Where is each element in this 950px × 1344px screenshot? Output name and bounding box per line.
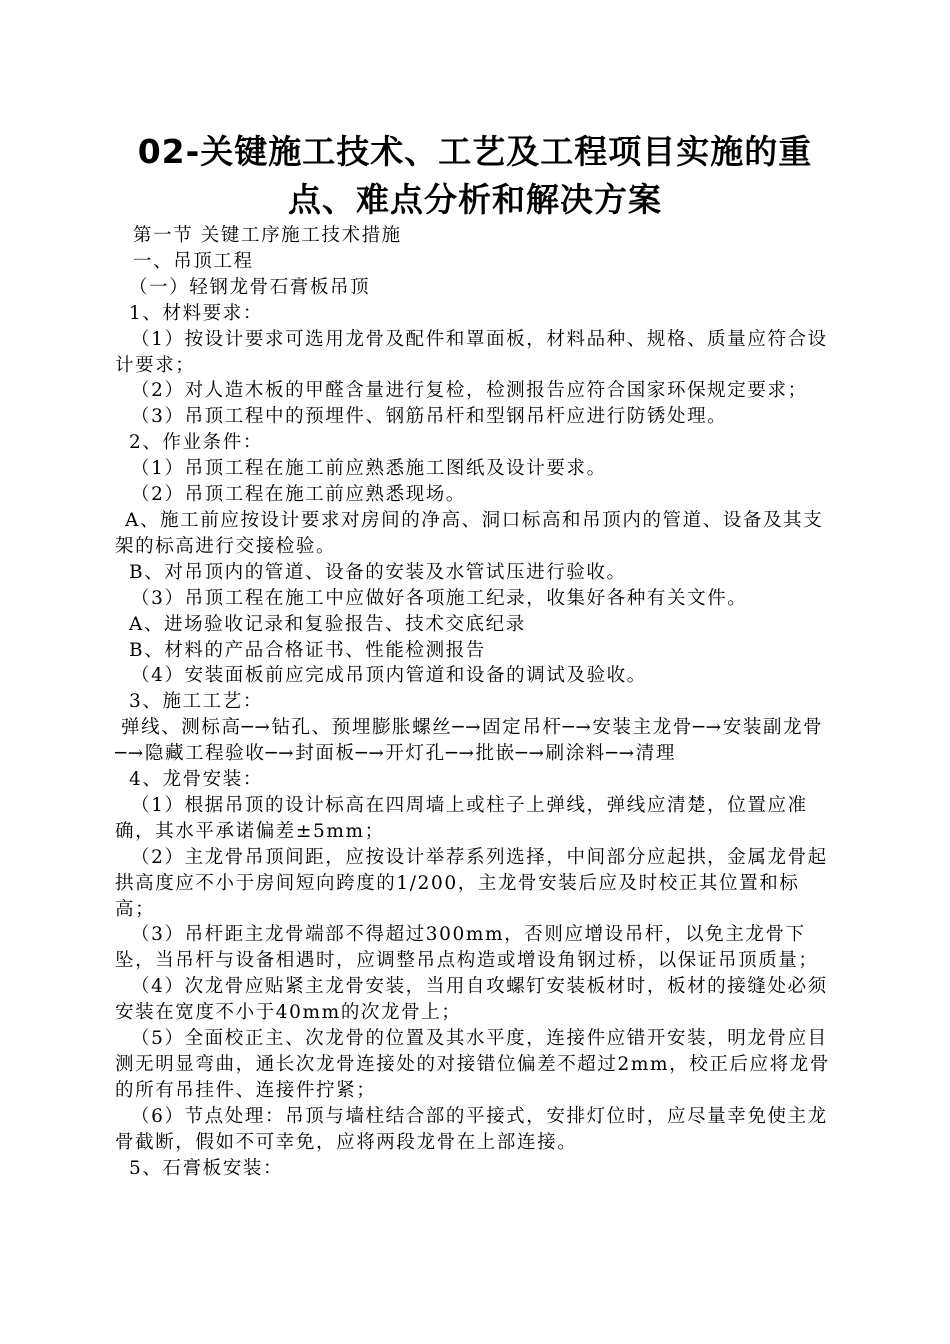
- item-heading: 3、施工工艺：: [129, 691, 263, 713]
- section-heading: 第一节 关键工序施工技术措施: [133, 225, 402, 246]
- paragraph: （1）根据吊顶的设计标高在四周墙上或柱子上弹线，弹线应清楚，位置应准确，其水平承诺偏差±5mm；: [115, 794, 808, 842]
- paragraph: （6）节点处理：吊顶与墙柱结合部的平接式，安排灯位时，应尽量幸免使主龙骨截断，假如不可幸免，应将两段龙骨在上部连接。: [115, 1105, 828, 1153]
- item-heading: 1、材料要求：: [129, 302, 263, 324]
- subsection-heading: （一）轻钢龙骨石膏板吊顶: [129, 276, 371, 298]
- paragraph: A、进场验收记录和复验报告、技术交底纪录: [129, 613, 526, 635]
- paragraph: （3）吊杆距主龙骨端部不得超过300mm，否则应增设吊杆，以免主龙骨下坠，当吊杆与设备相遇时，应调整吊点构造或增设角钢过桥，以保证吊顶质量；: [115, 924, 819, 972]
- item-heading: 2、作业条件：: [129, 432, 263, 454]
- document-title-line-1: 02-关键施工技术、工艺及工程项目实施的重: [137, 132, 813, 171]
- paragraph: （1）按设计要求可选用龙骨及配件和罩面板，材料品种、规格、质量应符合设计要求；: [115, 328, 828, 376]
- paragraph: （3）吊顶工程中的预埋件、钢筋吊杆和型钢吊杆应进行防锈处理。: [131, 406, 728, 428]
- item-heading: 4、龙骨安装：: [129, 769, 263, 791]
- document-body: [115, 223, 835, 1182]
- paragraph: （4）次龙骨应贴紧主龙骨安装，当用自攻螺钉安装板材时，板材的接缝处必须安装在宽度不小于40mm的次龙骨上；: [115, 976, 828, 1024]
- paragraph: B、对吊顶内的管道、设备的安装及水管试压进行验收。: [129, 561, 627, 583]
- paragraph: （1）吊顶工程在施工前应熟悉施工图纸及设计要求。: [131, 458, 607, 480]
- process-flow: 弹线、测标高─→钻孔、预埋膨胀螺丝─→固定吊杆─→安装主龙骨─→安装副龙骨─→隐藏工程验收─→封面板─→开灯孔─→批嵌─→刷涂料─→清理: [115, 717, 824, 765]
- paragraph: （4）安装面板前应完成吊顶内管道和设备的调试及验收。: [131, 665, 647, 687]
- paragraph: （2）主龙骨吊顶间距，应按设计举荐系列选择，中间部分应起拱，金属龙骨起拱高度应不小于房间短向跨度的1/200，主龙骨安装后应及时校正其位置和标高；: [115, 846, 828, 920]
- paragraph: B、材料的产品合格证书、性能检测报告: [129, 639, 486, 661]
- chapter-heading: 一、吊顶工程: [133, 250, 254, 272]
- paragraph: （3）吊顶工程在施工中应做好各项施工纪录，收集好各种有关文件。: [131, 587, 748, 609]
- paragraph: （5）全面校正主、次龙骨的位置及其水平度，连接件应错开安装，明龙骨应目测无明显弯曲，通长次龙骨连接处的对接错位偏差不超过2mm，校正后应将龙骨的所有吊挂件、连接件拧紧；: [115, 1028, 830, 1101]
- item-heading: 5、石膏板安装：: [129, 1157, 284, 1179]
- paragraph: A、施工前应按设计要求对房间的净高、洞口标高和吊顶内的管道、设备及其支架的标高进行交接检验。: [115, 509, 824, 557]
- paragraph: （2）吊顶工程在施工前应熟悉现场。: [131, 484, 466, 506]
- paragraph: （2）对人造木板的甲醛含量进行复检，检测报告应符合国家环保规定要求；: [131, 380, 808, 402]
- document-title-line-2: 点、难点分析和解决方案: [288, 180, 662, 219]
